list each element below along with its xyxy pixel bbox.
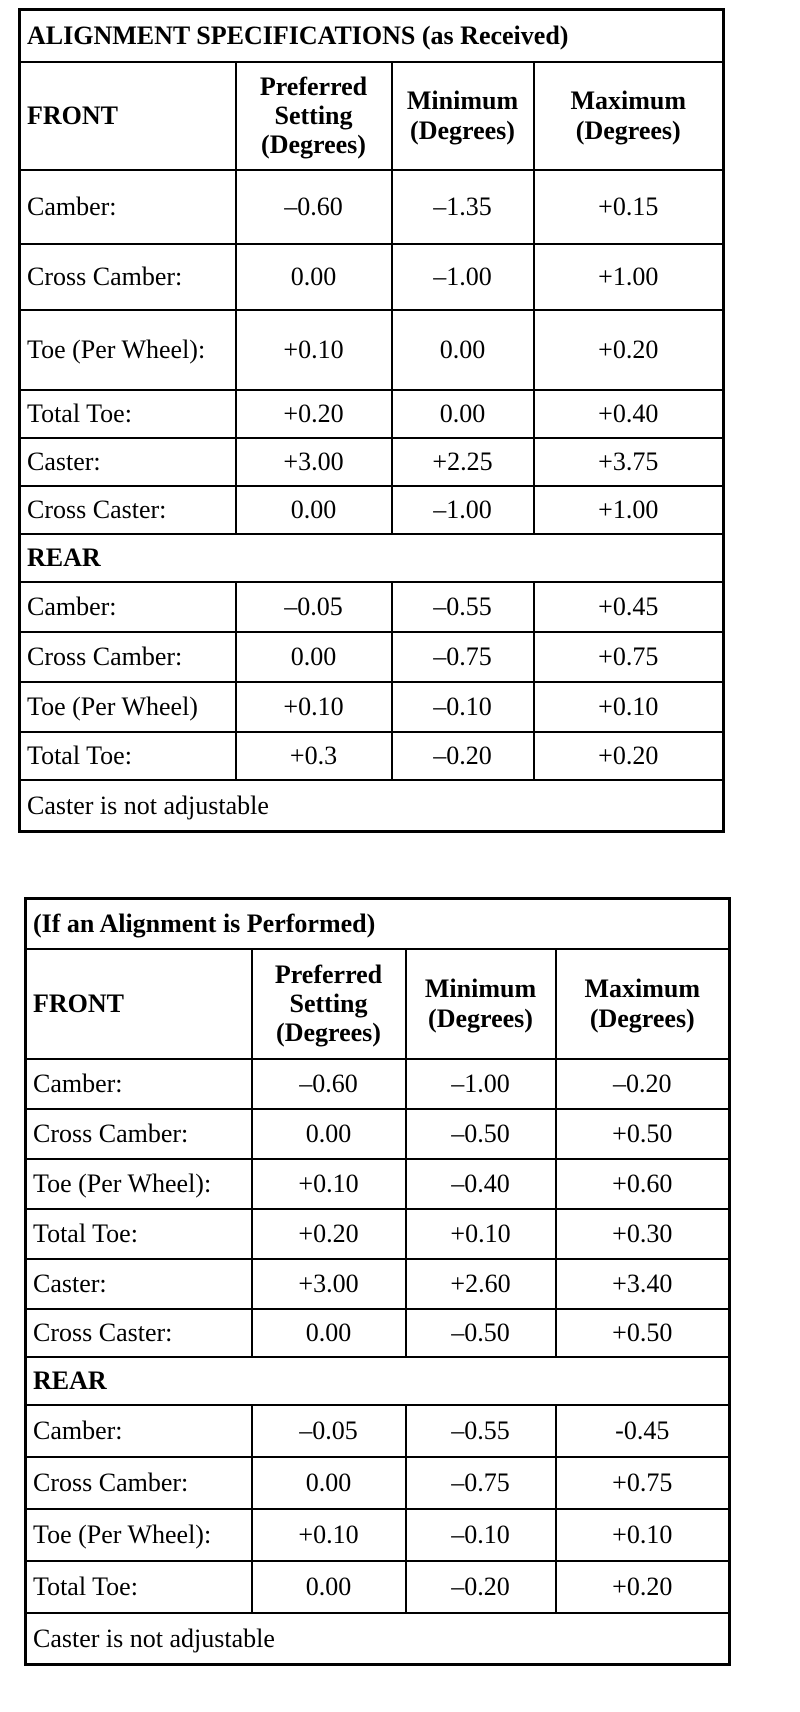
table-row — [26, 1309, 730, 1357]
maximum-value: +0.20 — [556, 1561, 730, 1613]
maximum-value: +3.40 — [556, 1259, 730, 1309]
table-row — [20, 582, 724, 632]
parameter-label: Caster: — [26, 1259, 252, 1309]
table-row — [26, 1259, 730, 1309]
column-header-preferred: Preferred Setting (Degrees) — [236, 62, 392, 170]
parameter-label: Total Toe: — [20, 732, 236, 780]
table-row — [26, 1457, 730, 1509]
table-row — [26, 1209, 730, 1259]
minimum-value: –0.50 — [406, 1309, 556, 1357]
parameter-label: Total Toe: — [26, 1561, 252, 1613]
table-row — [26, 1109, 730, 1159]
preferred-value: +3.00 — [252, 1259, 406, 1309]
parameter-label: Camber: — [26, 1405, 252, 1457]
parameter-label: Caster: — [20, 438, 236, 486]
preferred-value: 0.00 — [236, 244, 392, 310]
parameter-label: Cross Camber: — [26, 1457, 252, 1509]
parameter-label: Camber: — [26, 1059, 252, 1109]
minimum-value: –0.20 — [406, 1561, 556, 1613]
parameter-label: Toe (Per Wheel): — [26, 1159, 252, 1209]
parameter-label: Cross Camber: — [26, 1109, 252, 1159]
maximum-value: +0.20 — [534, 732, 724, 780]
minimum-value: –0.10 — [392, 682, 534, 732]
section-front-heading: FRONT — [26, 949, 252, 1059]
alignment-specs-as-received-table — [18, 8, 725, 833]
minimum-value: –0.55 — [392, 582, 534, 632]
column-header-minimum: Minimum (Degrees) — [406, 949, 556, 1059]
maximum-value: +0.45 — [534, 582, 724, 632]
maximum-value: –0.20 — [556, 1059, 730, 1109]
parameter-label: Cross Caster: — [26, 1309, 252, 1357]
preferred-value: +0.20 — [252, 1209, 406, 1259]
maximum-value: +0.10 — [556, 1509, 730, 1561]
preferred-value: 0.00 — [252, 1109, 406, 1159]
parameter-label: Total Toe: — [26, 1209, 252, 1259]
table-row — [20, 390, 724, 438]
maximum-value: -0.45 — [556, 1405, 730, 1457]
parameter-label: Toe (Per Wheel) — [20, 682, 236, 732]
minimum-value: –0.75 — [406, 1457, 556, 1509]
maximum-value: +0.10 — [534, 682, 724, 732]
minimum-value: –1.35 — [392, 170, 534, 244]
parameter-label: Total Toe: — [20, 390, 236, 438]
minimum-value: –0.75 — [392, 632, 534, 682]
preferred-value: –0.60 — [236, 170, 392, 244]
minimum-value: –0.50 — [406, 1109, 556, 1159]
table-title: (If an Alignment is Performed) — [26, 899, 730, 949]
section-rear-heading: REAR — [26, 1357, 730, 1405]
table-row — [20, 244, 724, 310]
minimum-value: 0.00 — [392, 390, 534, 438]
minimum-value: –0.10 — [406, 1509, 556, 1561]
maximum-value: +0.60 — [556, 1159, 730, 1209]
maximum-value: +3.75 — [534, 438, 724, 486]
table-row — [26, 1405, 730, 1457]
maximum-value: +0.40 — [534, 390, 724, 438]
preferred-value: 0.00 — [236, 632, 392, 682]
section-rear-heading: REAR — [20, 534, 724, 582]
table-row — [26, 1561, 730, 1613]
preferred-value: 0.00 — [252, 1561, 406, 1613]
minimum-value: –0.20 — [392, 732, 534, 780]
minimum-value: –0.40 — [406, 1159, 556, 1209]
preferred-value: +0.10 — [236, 682, 392, 732]
preferred-value: 0.00 — [252, 1457, 406, 1509]
column-header-preferred: Preferred Setting (Degrees) — [252, 949, 406, 1059]
table-row — [26, 1059, 730, 1109]
minimum-value: –1.00 — [406, 1059, 556, 1109]
maximum-value: +0.20 — [534, 310, 724, 390]
parameter-label: Toe (Per Wheel): — [26, 1509, 252, 1561]
parameter-label: Cross Camber: — [20, 244, 236, 310]
table-row — [20, 170, 724, 244]
table-row — [26, 1509, 730, 1561]
maximum-value: +0.75 — [534, 632, 724, 682]
footnote: Caster is not adjustable — [26, 1613, 730, 1665]
preferred-value: –0.05 — [236, 582, 392, 632]
parameter-label: Toe (Per Wheel): — [20, 310, 236, 390]
preferred-value: 0.00 — [236, 486, 392, 534]
minimum-value: –0.55 — [406, 1405, 556, 1457]
maximum-value: +0.50 — [556, 1309, 730, 1357]
maximum-value: +1.00 — [534, 486, 724, 534]
minimum-value: +0.10 — [406, 1209, 556, 1259]
maximum-value: +0.75 — [556, 1457, 730, 1509]
minimum-value: +2.25 — [392, 438, 534, 486]
minimum-value: –1.00 — [392, 244, 534, 310]
column-header-maximum: Maximum (Degrees) — [556, 949, 730, 1059]
parameter-label: Cross Camber: — [20, 632, 236, 682]
table-row — [20, 732, 724, 780]
minimum-value: 0.00 — [392, 310, 534, 390]
table-row — [20, 438, 724, 486]
table-row — [20, 310, 724, 390]
maximum-value: +0.50 — [556, 1109, 730, 1159]
preferred-value: 0.00 — [252, 1309, 406, 1357]
preferred-value: +0.3 — [236, 732, 392, 780]
maximum-value: +0.30 — [556, 1209, 730, 1259]
section-front-heading: FRONT — [20, 62, 236, 170]
parameter-label: Cross Caster: — [20, 486, 236, 534]
table-row — [26, 1159, 730, 1209]
preferred-value: +0.10 — [252, 1509, 406, 1561]
maximum-value: +0.15 — [534, 170, 724, 244]
table-row — [20, 682, 724, 732]
preferred-value: –0.60 — [252, 1059, 406, 1109]
preferred-value: +3.00 — [236, 438, 392, 486]
maximum-value: +1.00 — [534, 244, 724, 310]
preferred-value: +0.10 — [236, 310, 392, 390]
preferred-value: +0.10 — [252, 1159, 406, 1209]
preferred-value: +0.20 — [236, 390, 392, 438]
footnote: Caster is not adjustable — [20, 780, 724, 832]
parameter-label: Camber: — [20, 170, 236, 244]
table-row — [20, 632, 724, 682]
table-row — [20, 486, 724, 534]
alignment-specs-performed-table — [24, 897, 731, 1666]
preferred-value: –0.05 — [252, 1405, 406, 1457]
column-header-minimum: Minimum (Degrees) — [392, 62, 534, 170]
minimum-value: +2.60 — [406, 1259, 556, 1309]
table-title: ALIGNMENT SPECIFICATIONS (as Received) — [20, 10, 724, 62]
minimum-value: –1.00 — [392, 486, 534, 534]
column-header-maximum: Maximum (Degrees) — [534, 62, 724, 170]
parameter-label: Camber: — [20, 582, 236, 632]
